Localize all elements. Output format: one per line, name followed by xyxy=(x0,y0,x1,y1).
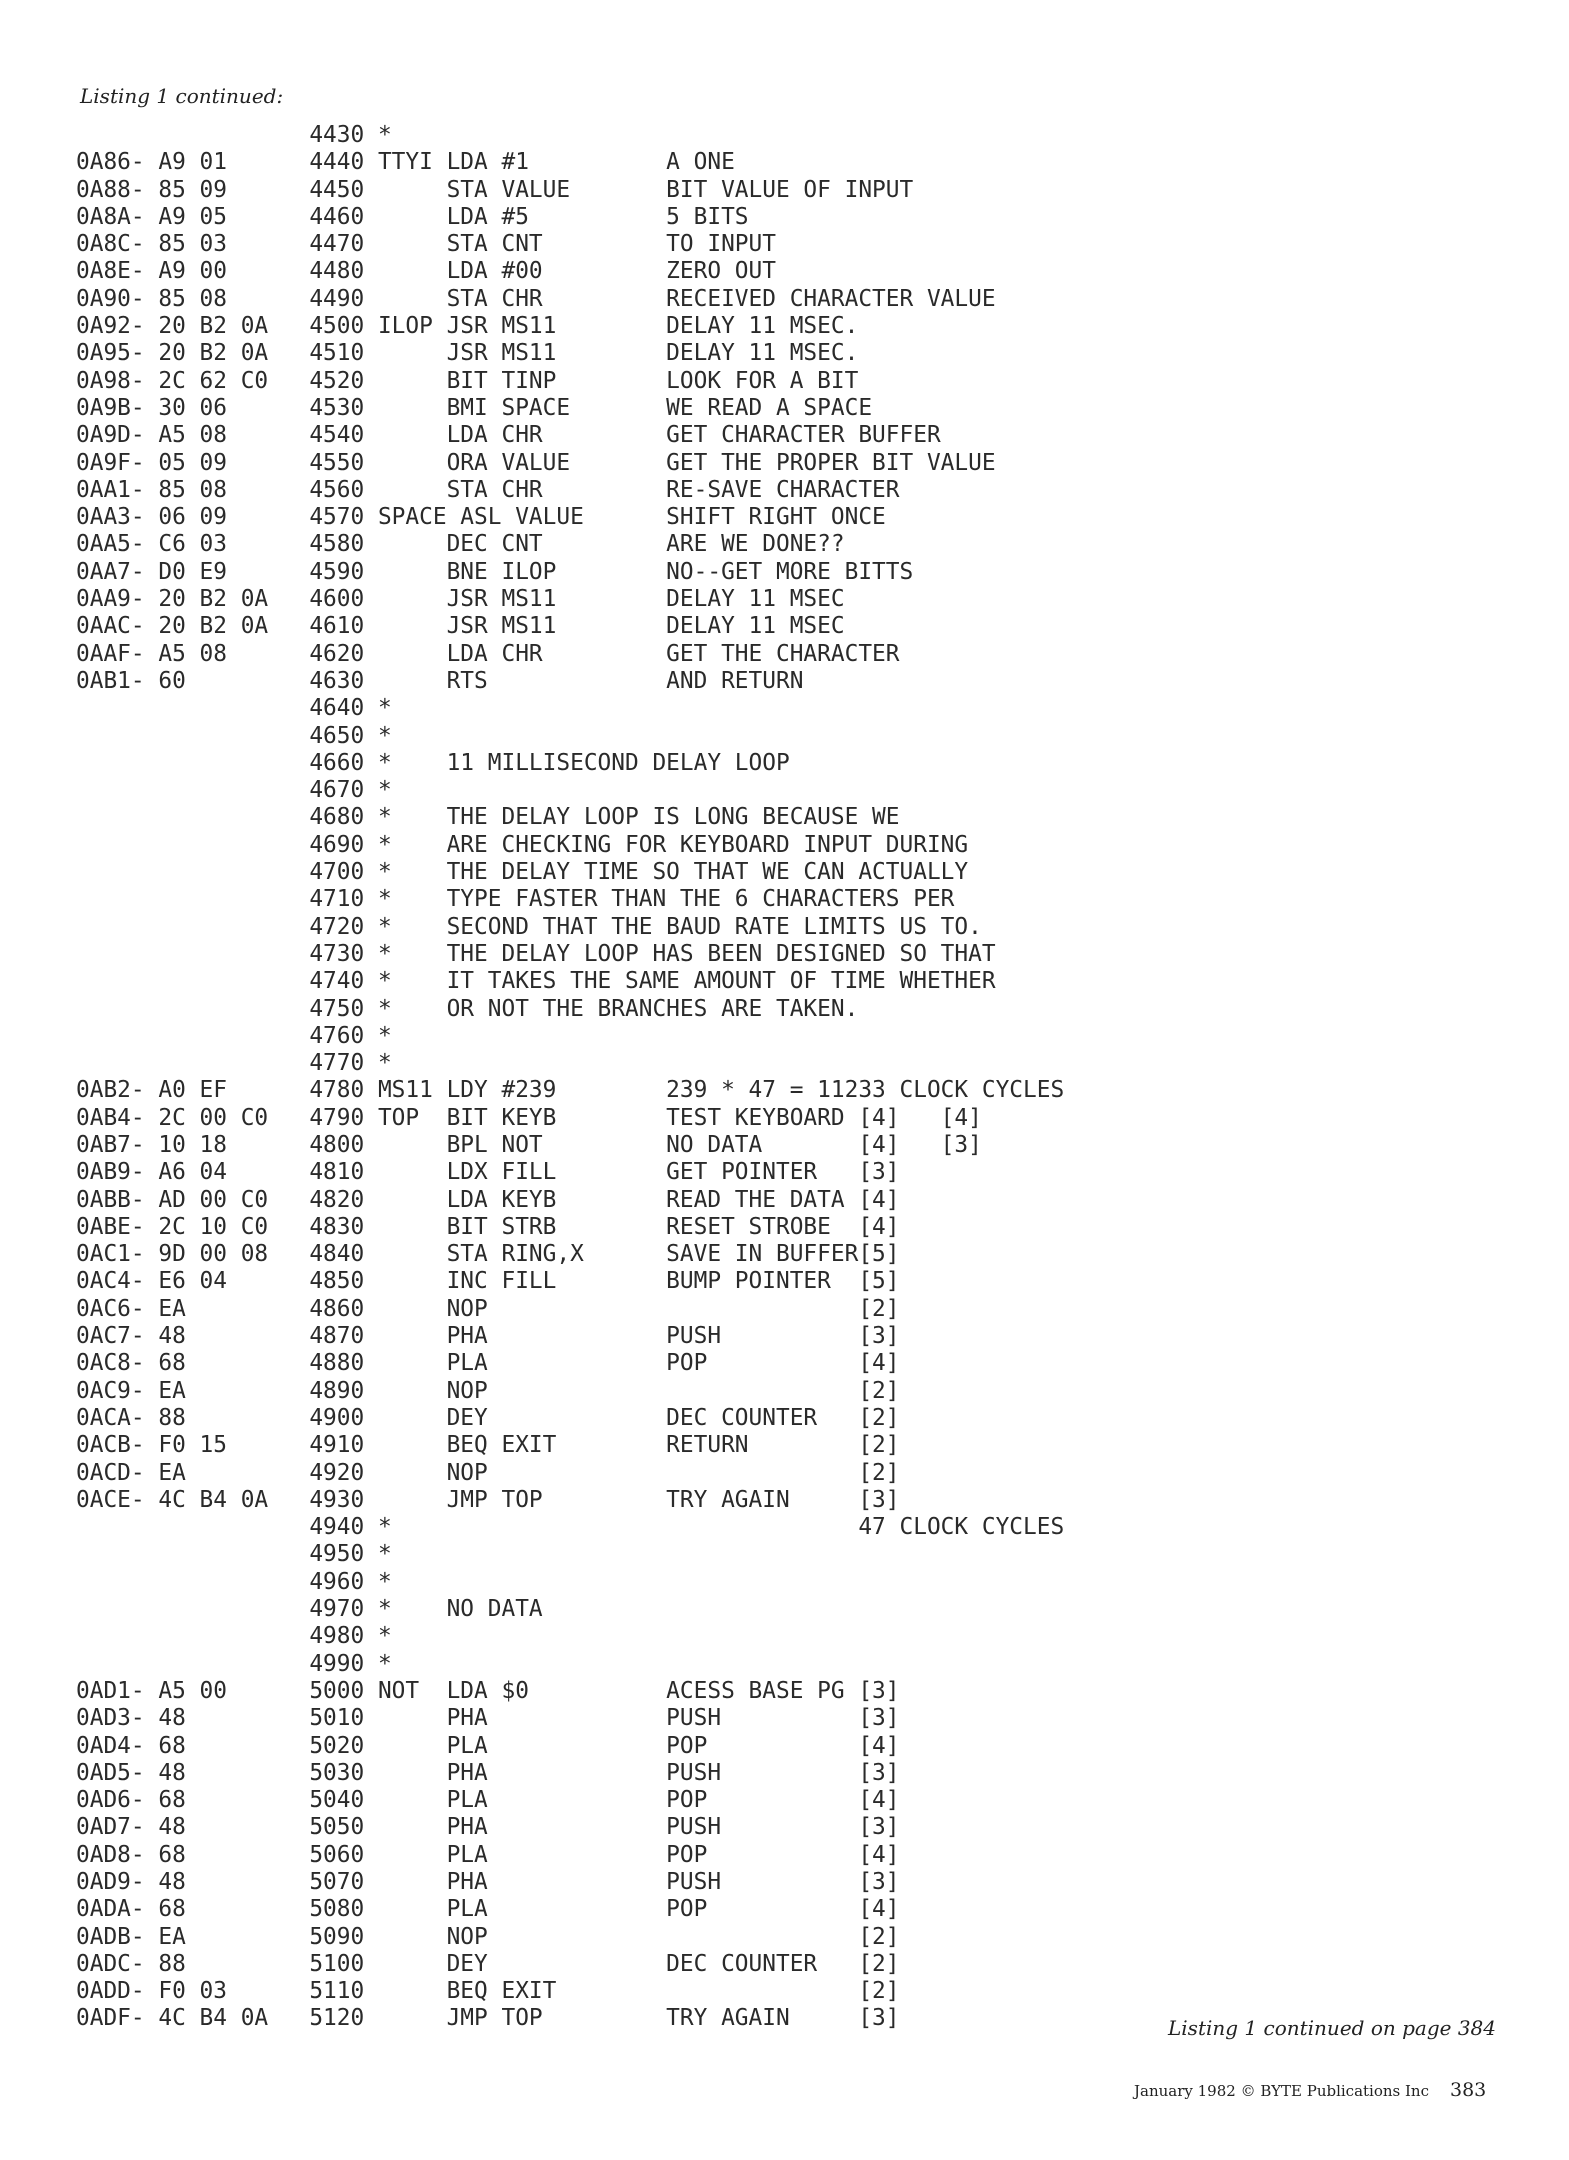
code-line: 0AB1- 60 4630 RTS AND RETURN xyxy=(76,667,804,694)
code-line: 0ADB- EA 5090 NOP [2] xyxy=(76,1923,900,1950)
code-line: 0AB9- A6 04 4810 LDX FILL GET POINTER [3] xyxy=(76,1159,900,1186)
code-line: 0AD8- 68 5060 PLA POP [4] xyxy=(76,1841,900,1868)
code-line: 0A8E- A9 00 4480 LDA #00 ZERO OUT xyxy=(76,258,776,285)
code-line: 0AA1- 85 08 4560 STA CHR RE-SAVE CHARACTER xyxy=(76,476,900,503)
code-line: 0AAF- A5 08 4620 LDA CHR GET THE CHARACTER xyxy=(76,640,900,667)
code-line: 4690 * ARE CHECKING FOR KEYBOARD INPUT DURING xyxy=(76,831,969,858)
code-line: 0ABB- AD 00 C0 4820 LDA KEYB READ THE DATA [4] xyxy=(76,1186,900,1213)
code-line: 4750 * OR NOT THE BRANCHES ARE TAKEN. xyxy=(76,995,859,1022)
code-line: 0A98- 2C 62 C0 4520 BIT TINP LOOK FOR A BIT xyxy=(76,367,859,394)
code-line: 4970 * NO DATA xyxy=(76,1596,543,1623)
code-line: 0ADC- 88 5100 DEY DEC COUNTER [2] xyxy=(76,1950,900,1977)
code-line: 0A95- 20 B2 0A 4510 JSR MS11 DELAY 11 MSEC. xyxy=(76,340,859,367)
code-line: 0AA3- 06 09 4570 SPACE ASL VALUE SHIFT RIGHT ONCE xyxy=(76,504,886,531)
code-line: 4740 * IT TAKES THE SAME AMOUNT OF TIME WHETHER xyxy=(76,968,996,995)
code-line: 4770 * xyxy=(76,1050,392,1077)
listing-header: Listing 1 continued: xyxy=(80,84,284,108)
code-line: 0A88- 85 09 4450 STA VALUE BIT VALUE OF INPUT xyxy=(76,176,914,203)
folio: January 1982 © BYTE Publications Inc xyxy=(1134,2082,1429,2100)
code-listing xyxy=(76,122,1064,2033)
code-line: 0AD9- 48 5070 PHA PUSH [3] xyxy=(76,1869,900,1895)
code-line: 0AC1- 9D 00 08 4840 STA RING,X SAVE IN BUFFER[5] xyxy=(76,1241,900,1268)
code-line: 0AC4- E6 04 4850 INC FILL BUMP POINTER [5] xyxy=(76,1268,900,1295)
code-line: 4950 * xyxy=(76,1541,392,1568)
code-line: 0A9D- A5 08 4540 LDA CHR GET CHARACTER BUFFER xyxy=(76,422,941,449)
code-line: 0ABE- 2C 10 C0 4830 BIT STRB RESET STROBE [4] xyxy=(76,1213,900,1240)
code-line: 0AA9- 20 B2 0A 4600 JSR MS11 DELAY 11 MSEC xyxy=(76,586,845,613)
code-line: 0ADA- 68 5080 PLA POP [4] xyxy=(76,1896,900,1923)
code-line: 0A8C- 85 03 4470 STA CNT TO INPUT xyxy=(76,231,776,258)
code-line: 0AD3- 48 5010 PHA PUSH [3] xyxy=(76,1705,900,1732)
code-line: 4640 * xyxy=(76,695,392,722)
code-line: 4680 * THE DELAY LOOP IS LONG BECAUSE WE xyxy=(76,804,900,831)
code-line: 4730 * THE DELAY LOOP HAS BEEN DESIGNED SO THAT xyxy=(76,940,996,967)
code-line: 0AAC- 20 B2 0A 4610 JSR MS11 DELAY 11 MSEC xyxy=(76,613,845,640)
code-line: 0AD7- 48 5050 PHA PUSH [3] xyxy=(76,1814,900,1841)
code-line: 4960 * xyxy=(76,1568,392,1595)
code-line: 0AB7- 10 18 4800 BPL NOT NO DATA [4] [3] xyxy=(76,1131,982,1158)
code-line: 0AC9- EA 4890 NOP [2] xyxy=(76,1377,900,1404)
page-number: 383 xyxy=(1450,2079,1487,2101)
code-line: 0AA7- D0 E9 4590 BNE ILOP NO--GET MORE BITTS xyxy=(76,558,914,585)
code-line: 4700 * THE DELAY TIME SO THAT WE CAN ACTUALLY xyxy=(76,859,969,886)
code-line: 0A9B- 30 06 4530 BMI SPACE WE READ A SPACE xyxy=(76,394,873,421)
code-line: 0A90- 85 08 4490 STA CHR RECEIVED CHARACTER VALUE xyxy=(76,285,996,312)
code-line: 4720 * SECOND THAT THE BAUD RATE LIMITS US TO. xyxy=(76,913,982,940)
code-line: 0ACB- F0 15 4910 BEQ EXIT RETURN [2] xyxy=(76,1432,900,1459)
code-line: 4710 * TYPE FASTER THAN THE 6 CHARACTERS PER xyxy=(76,886,955,913)
code-line: 4990 * xyxy=(76,1650,392,1677)
code-line: 0AC6- EA 4860 NOP [2] xyxy=(76,1295,900,1322)
code-line: 0AD1- A5 00 5000 NOT LDA $0 ACESS BASE PG [3] xyxy=(76,1677,900,1704)
code-line: 4670 * xyxy=(76,777,392,804)
code-line: 0AB2- A0 EF 4780 MS11 LDY #239 239 * 47 = 11233 CLOCK CYCLES xyxy=(76,1077,1065,1104)
code-line: 0ADF- 4C B4 0A 5120 JMP TOP TRY AGAIN [3] xyxy=(76,2005,900,2032)
code-line: 4430 * xyxy=(76,122,392,148)
code-line: 4660 * 11 MILLISECOND DELAY LOOP xyxy=(76,749,790,776)
code-line: 0AC7- 48 4870 PHA PUSH [3] xyxy=(76,1323,900,1350)
code-line: 4650 * xyxy=(76,722,392,749)
code-line: 0ADD- F0 03 5110 BEQ EXIT [2] xyxy=(76,1978,900,2005)
code-line: 0ACE- 4C B4 0A 4930 JMP TOP TRY AGAIN [3] xyxy=(76,1486,900,1513)
code-line: 0AB4- 2C 00 C0 4790 TOP BIT KEYB TEST KEYBOARD [4] [4] xyxy=(76,1104,982,1131)
code-line: 0ACA- 88 4900 DEY DEC COUNTER [2] xyxy=(76,1404,900,1431)
code-line: 0AD4- 68 5020 PLA POP [4] xyxy=(76,1732,900,1759)
code-line: 0A8A- A9 05 4460 LDA #5 5 BITS xyxy=(76,203,749,230)
code-line: 0AD5- 48 5030 PHA PUSH [3] xyxy=(76,1759,900,1786)
continued-note: Listing 1 continued on page 384 xyxy=(1168,2016,1496,2040)
code-line: 0A86- A9 01 4440 TTYI LDA #1 A ONE xyxy=(76,149,735,176)
code-line: 0AC8- 68 4880 PLA POP [4] xyxy=(76,1350,900,1377)
code-line: 4940 * 47 CLOCK CYCLES xyxy=(76,1514,1065,1541)
code-line: 0AD6- 68 5040 PLA POP [4] xyxy=(76,1787,900,1814)
code-line: 4760 * xyxy=(76,1022,392,1049)
code-line: 4980 * xyxy=(76,1623,392,1650)
code-line: 0ACD- EA 4920 NOP [2] xyxy=(76,1459,900,1486)
code-line: 0A92- 20 B2 0A 4500 ILOP JSR MS11 DELAY 11 MSEC. xyxy=(76,313,859,340)
code-line: 0A9F- 05 09 4550 ORA VALUE GET THE PROPER BIT VALUE xyxy=(76,449,996,476)
code-line: 0AA5- C6 03 4580 DEC CNT ARE WE DONE?? xyxy=(76,531,845,558)
